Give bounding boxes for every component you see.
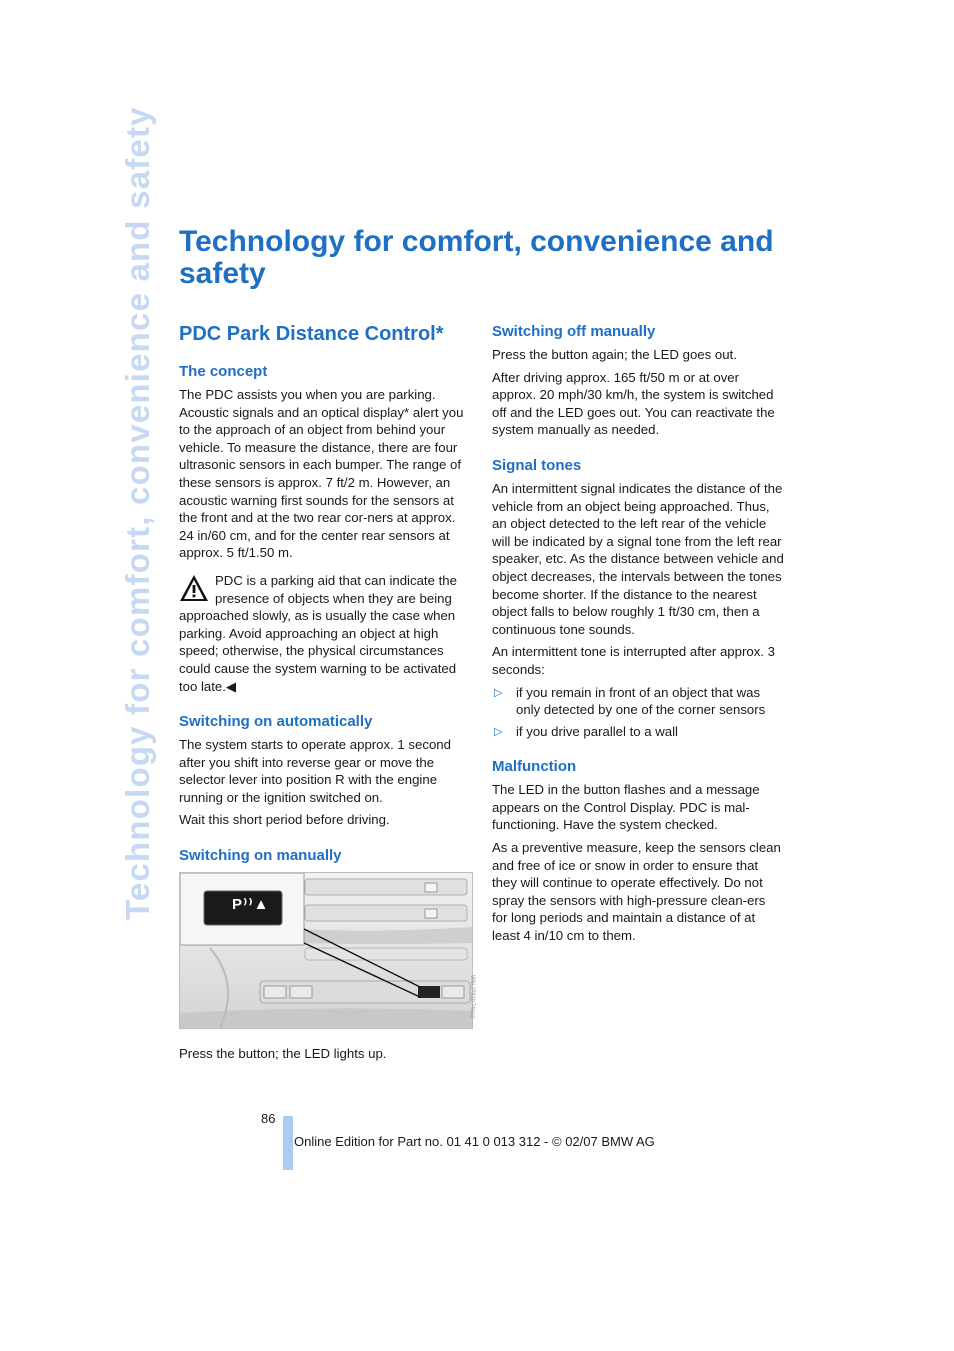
- side-chapter-title-text: Technology for comfort, convenience and safety: [119, 106, 156, 920]
- malfunction-heading: Malfunction: [492, 758, 577, 776]
- section-title: PDC Park Distance Control*: [179, 323, 444, 345]
- page-title: Technology for comfort, convenience and safety: [179, 225, 774, 290]
- signal-tones-bullets: [492, 684, 784, 741]
- malfunction-p2: As a preventive measure, keep the sensors clean and free of ice or snow in order to ensure that they will continue to operate effectively. Do not spray the sensors with high-pressure clean-ers for long periods and maintain a distance of at least 4 in/10 cm to them.: [492, 840, 781, 944]
- pdc-button-figure: [179, 872, 473, 1029]
- bullet-triangle-icon: ▷: [494, 725, 503, 738]
- switch-on-auto-p2: Wait this short period before driving.: [179, 812, 390, 828]
- list-item: [492, 684, 784, 719]
- bullet-text: if you remain in front of an object that was only detected by one of the corner sensors: [516, 684, 766, 718]
- footer-text: Online Edition for Part no. 01 41 0 013 312 - © 02/07 BMW AG: [294, 1134, 655, 1149]
- switch-off-manual-p2: After driving approx. 165 ft/50 m or at over approx. 20 mph/30 km/h, the system is switched off and the LED goes out. You can reactivate the system manually as needed.: [492, 369, 775, 438]
- list-item: [492, 723, 784, 741]
- switch-off-manual-p1: Press the button again; the LED goes out.: [492, 347, 737, 362]
- signal-tones-p1: An intermittent signal indicates the distance of the vehicle from an object being approached. Thus, an object detected to the left rear of the vehicle will be indicated by a signal tone from the left rear speaker, etc. As the distance between vehicle and object decreases, the intervals between the tones become shorter. If the distance to the nearest object falls to below roughly 1 ft/30 cm, then a continuous tone sounds.: [492, 480, 784, 637]
- signal-tones-heading: Signal tones: [492, 456, 582, 474]
- image-code: W6UP81b74sup: [469, 975, 475, 1019]
- side-chapter-title: [118, 106, 158, 920]
- pdc-button-icon: P⁾⁾▲: [232, 896, 270, 914]
- switch-on-auto-p1: The system starts to operate approx. 1 second after you shift into reverse gear or move the selector lever into position R with the engine running or the ignition switched on.: [179, 737, 451, 805]
- warning-triangle-icon: [179, 574, 209, 602]
- warning-text: PDC is a parking aid that can indicate the presence of objects when they are being approached slowly, as is usually the case when parking. Avoid approaching an object at high speed; otherwise, the physical circumstances could cause the system warning to be activated too late.◀: [179, 572, 457, 694]
- warning-note: [179, 572, 471, 695]
- concept-paragraph: The PDC assists you when you are parking. Acoustic signals and an optical display* alert you to the approach of an object from behind your vehicle. To measure the distance, there are four ultrasonic sensors in each bumper. The range of these sensors is approx. 7 ft/2 m. However, an acoustic warning first sounds for the sensors at the front and at the two rear cor-ners at approx. 24 in/60 cm, and for the center rear sensors at approx. 5 ft/1.50 m.: [179, 387, 464, 561]
- page-number: 86: [261, 1111, 276, 1126]
- malfunction-p1: The LED in the button flashes and a message appears on the Control Display. PDC is mal-functioning. Have the system checked.: [492, 782, 760, 833]
- left-column: [179, 322, 471, 1068]
- footer-bar: [283, 1116, 293, 1170]
- switch-off-manual-heading: Switching off manually: [492, 323, 656, 340]
- switch-on-manual-caption: Press the button; the LED lights up.: [179, 1046, 387, 1062]
- bullet-text: if you drive parallel to a wall: [516, 723, 678, 739]
- switch-on-manual-heading: Switching on manually: [179, 847, 342, 865]
- switch-on-auto-heading: Switching on automatically: [179, 713, 373, 731]
- signal-tones-p2: An intermittent tone is interrupted after approx. 3 seconds:: [492, 644, 775, 677]
- concept-heading: The concept: [179, 363, 268, 380]
- bullet-triangle-icon: ▷: [494, 686, 503, 699]
- right-column: [492, 322, 784, 950]
